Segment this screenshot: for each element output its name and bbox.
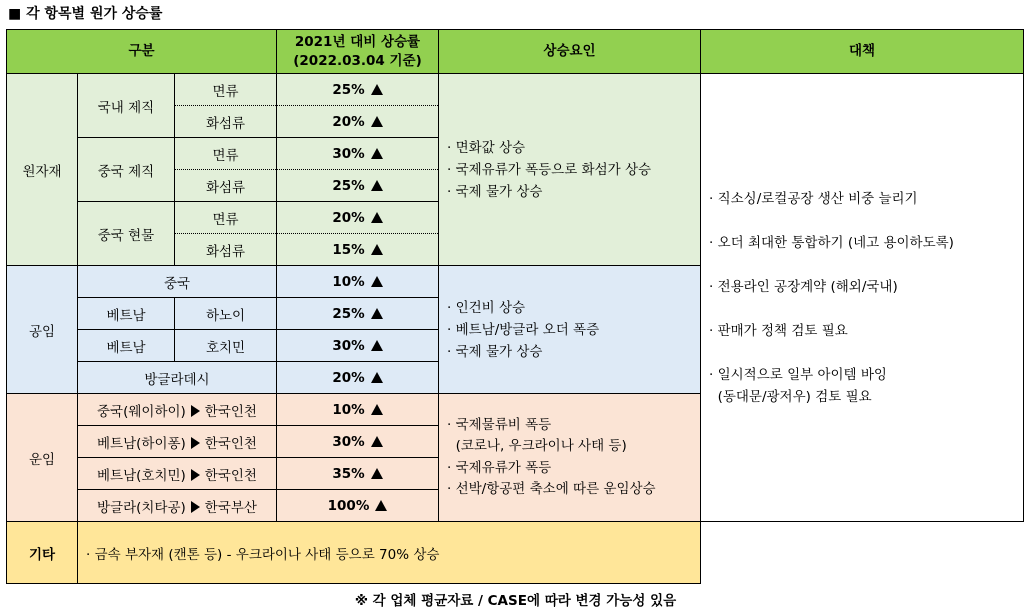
wage-city: 호치민 <box>175 330 277 362</box>
up-triangle-icon <box>371 116 383 127</box>
material-rate: 25% <box>277 170 439 202</box>
header-rate-line2: (2022.03.04 기준) <box>293 52 422 69</box>
header-row <box>7 30 1024 74</box>
table-row <box>7 522 1024 584</box>
etc-label: 기타 <box>7 522 78 584</box>
arrow-right-icon <box>191 469 200 481</box>
up-triangle-icon <box>371 148 383 159</box>
factor-item: (코로나, 우크라이나 사태 등) <box>447 438 627 454</box>
material-rate: 20% <box>277 202 439 234</box>
factor-item: · 인건비 상승 <box>447 299 526 316</box>
wage-rate: 30% <box>277 330 439 362</box>
plan-list <box>701 74 1024 522</box>
header-plan: 대책 <box>701 30 1024 74</box>
factor-item: · 국제유류가 폭등 <box>447 459 552 476</box>
arrow-right-icon <box>191 437 200 449</box>
up-triangle-icon <box>371 276 383 287</box>
material-rate: 20% <box>277 106 439 138</box>
page-title: ■ 각 항목별 원가 상승률 <box>8 6 163 22</box>
wage-country: 베트남 <box>78 298 175 330</box>
freight-label: 운임 <box>7 394 78 522</box>
material-item: 화섬류 <box>175 170 277 202</box>
material-rate: 15% <box>277 234 439 266</box>
plan-item: · 오더 최대한 통합하기 (네고 용이하도록) <box>709 234 954 251</box>
material-group-name: 중국 현물 <box>78 202 175 266</box>
plan-item: (동대문/광저우) 검토 필요 <box>709 388 872 405</box>
up-triangle-icon <box>371 84 383 95</box>
material-item: 면류 <box>175 74 277 106</box>
plan-item: · 일시적으로 일부 아이템 바잉 <box>709 366 887 383</box>
freight-rate: 30% <box>277 426 439 458</box>
up-triangle-icon <box>371 180 383 191</box>
header-factor: 상승요인 <box>439 30 701 74</box>
freight-route: 방글라(치타공) 한국부산 <box>78 490 277 522</box>
factor-item: · 면화값 상승 <box>447 139 526 156</box>
material-group-name: 국내 제직 <box>78 74 175 138</box>
up-triangle-icon <box>375 500 387 511</box>
factor-item: · 국제 물가 상승 <box>447 183 543 200</box>
factor-item: · 국제유류가 폭등으로 화섬가 상승 <box>447 161 652 178</box>
arrow-right-icon <box>191 405 200 417</box>
wage-country: 베트남 <box>78 330 175 362</box>
up-triangle-icon <box>371 436 383 447</box>
factor-item: · 국제 물가 상승 <box>447 343 543 360</box>
wage-rate: 20% <box>277 362 439 394</box>
freight-route: 베트남(하이퐁) 한국인천 <box>78 426 277 458</box>
wage-rate: 25% <box>277 298 439 330</box>
up-triangle-icon <box>371 404 383 415</box>
material-item: 면류 <box>175 138 277 170</box>
material-item: 화섬류 <box>175 234 277 266</box>
plan-item: · 판매가 정책 검토 필요 <box>709 322 848 339</box>
material-item: 화섬류 <box>175 106 277 138</box>
up-triangle-icon <box>371 308 383 319</box>
table-row <box>7 74 1024 106</box>
plan-item: · 직소싱/로컬공장 생산 비중 늘리기 <box>709 190 918 207</box>
freight-rate: 10% <box>277 394 439 426</box>
material-rate: 25% <box>277 74 439 106</box>
up-triangle-icon <box>371 468 383 479</box>
freight-factors <box>439 394 701 522</box>
freight-route: 베트남(호치민) 한국인천 <box>78 458 277 490</box>
material-label: 원자재 <box>7 74 78 266</box>
material-factors <box>439 74 701 266</box>
wage-city: 하노이 <box>175 298 277 330</box>
etc-text: · 금속 부자재 (캔톤 등) - 우크라이나 사태 등으로 70% 상승 <box>78 522 701 584</box>
factor-item: · 국제물류비 폭등 <box>447 416 552 433</box>
factor-item: · 베트남/방글라 오더 폭증 <box>447 321 600 338</box>
header-rate-line1: 2021년 대비 상승률 <box>294 33 421 50</box>
up-triangle-icon <box>371 372 383 383</box>
header-category: 구분 <box>7 30 277 74</box>
factor-item: · 선박/항공편 축소에 따른 운임상승 <box>447 481 656 497</box>
up-triangle-icon <box>371 212 383 223</box>
arrow-right-icon <box>191 501 200 513</box>
wage-factors <box>439 266 701 394</box>
freight-rate: 100% <box>277 490 439 522</box>
up-triangle-icon <box>371 244 383 255</box>
plan-item: · 전용라인 공장계약 (해외/국내) <box>709 278 898 295</box>
material-group-name: 중국 제직 <box>78 138 175 202</box>
cost-increase-table <box>6 29 1024 584</box>
material-rate: 30% <box>277 138 439 170</box>
wage-label: 공임 <box>7 266 78 394</box>
footnote: ※ 각 업체 평균자료 / CASE에 따라 변경 가능성 있음 <box>354 593 677 609</box>
header-rate <box>277 30 439 74</box>
freight-route: 중국(웨이하이) 한국인천 <box>78 394 277 426</box>
freight-rate: 35% <box>277 458 439 490</box>
wage-country: 중국 <box>78 266 277 298</box>
wage-country: 방글라데시 <box>78 362 277 394</box>
up-triangle-icon <box>371 340 383 351</box>
material-item: 면류 <box>175 202 277 234</box>
wage-rate: 10% <box>277 266 439 298</box>
